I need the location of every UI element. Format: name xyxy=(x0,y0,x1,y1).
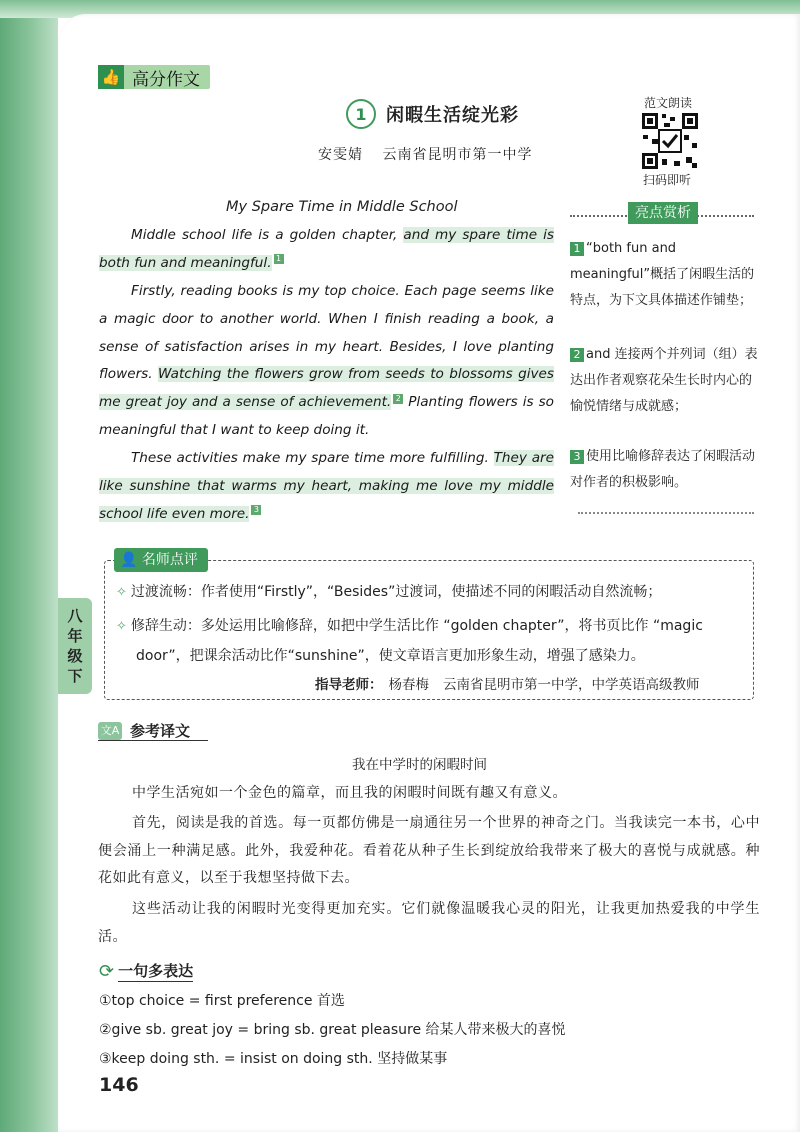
highlights-divider xyxy=(578,512,754,514)
marker-3: 3 xyxy=(251,505,261,515)
english-title: My Spare Time in Middle School xyxy=(226,199,458,215)
highlight-1: and my spare time is both fun and meaningful. xyxy=(99,227,554,271)
author-line xyxy=(318,144,546,164)
sparkle-icon: ✧ xyxy=(116,585,127,600)
teacher-credit: 指导老师： 杨春梅 云南省昆明市第一中学，中学英语高级教师 xyxy=(315,677,700,693)
qr-code-icon[interactable] xyxy=(640,111,700,171)
marker-2: 2 xyxy=(393,394,403,404)
translation-title: 我在中学时的闲暇时间 xyxy=(352,757,487,773)
marker-1: 1 xyxy=(274,254,284,264)
section-tag-label: 高分作文 xyxy=(132,69,200,90)
multi-item-3: ③keep doing sth. = insist on doing sth. 坚持做某事 xyxy=(99,1051,448,1067)
user-icon: 👤 xyxy=(120,552,138,568)
essay-paragraph-3: These activities make my spare time more fulfilling. They are like sunshine that warms my heart, making me love my middle school life even more. 3 xyxy=(99,450,555,522)
highlights-heading: 亮点赏析 xyxy=(570,202,754,226)
evaluation-item-2: ✧ 修辞生动：多处运用比喻修辞，如把中学生活比作 “golden chapter”，将书页比作 “magic xyxy=(116,618,703,634)
essay-paragraph-1: Middle school life is a golden chapter, and my spare time is both fun and meaningful. 1 xyxy=(99,227,554,271)
evaluation-heading: 👤 名师点评 xyxy=(114,548,208,572)
translation-paragraph-1: 中学生活宛如一个金色的篇章，而且我的闲暇时间既有趣又有意义。 xyxy=(132,785,567,801)
page-edge-green xyxy=(0,0,58,1132)
essay-paragraph-2: Firstly, reading books is my top choice. Each page seems like a magic door to another world. When I finish reading a book, a sense of satisfaction arises in my heart. Besides, I love planting flowers. Watching the flowers grow from seeds to blossoms gives me great joy and a sense of achievement. 2 Planting flowers is so meaningful that I want to keep doing it. xyxy=(99,283,554,438)
highlight-note-3: 3 使用比喻修辞表达了闲暇活动对作者的积极影响。 xyxy=(570,449,756,490)
essay-number: 1 xyxy=(346,99,376,129)
highlight-note-2: 2 and 连接两个并列词（组）表达出作者观察花朵生长时内心的愉悦情绪与成就感； xyxy=(570,347,758,414)
thumbs-up-icon: 👍 xyxy=(98,65,124,89)
multi-item-1: ①top choice = first preference 首选 xyxy=(99,993,345,1009)
multi-item-2: ②give sb. great joy = bring sb. great pleasure 给某人带来极大的喜悦 xyxy=(99,1022,566,1038)
sparkle-icon: ✧ xyxy=(116,619,127,634)
refresh-icon: ⟳ xyxy=(99,960,115,982)
multi-expression-heading: ⟳ 一句多表达 xyxy=(99,960,194,982)
evaluation-item-1: ✧ 过渡流畅：作者使用“Firstly”，“Besides”过渡词，使描述不同的闲暇活动自然流畅； xyxy=(116,584,662,600)
translation-underline xyxy=(98,740,208,741)
essay-title-text: 闲暇生活绽光彩 xyxy=(386,105,519,126)
qr-label-top: 范文朗读 xyxy=(644,96,693,110)
highlight-2: Watching the flowers grow from seeds to blossoms gives me great joy and a sense of achievement. xyxy=(99,366,554,411)
evaluation-item-2-cont: door”，把课余活动比作“sunshine”，使文章语言更加形象生动，增强了感染力。 xyxy=(136,648,645,664)
grade-side-tab: 八 年 级 下 xyxy=(58,598,92,694)
translate-icon: 文A xyxy=(98,722,122,740)
page-number: 146 xyxy=(99,1074,139,1096)
author-name: 安雯婧 xyxy=(318,147,363,163)
essay-title xyxy=(346,99,519,129)
author-school: 云南省昆明市第一中学 xyxy=(382,147,533,163)
translation-paragraph-3: 这些活动让我的闲暇时光变得更加充实。它们就像温暖我心灵的阳光，让我更加热爱我的中学生活。 xyxy=(98,901,760,945)
translation-heading: 文A 参考译文 xyxy=(98,720,190,741)
highlight-note-1: 1 “both fun and meaningful”概括了闲暇生活的特点，为下文具体描述作铺垫； xyxy=(570,241,755,308)
section-tag xyxy=(98,65,210,89)
translation-paragraph-2: 首先，阅读是我的首选。每一页都仿佛是一扇通往另一个世界的神奇之门。当我读完一本书，心中便会涌上一种满足感。此外，我爱种花。看着花从种子生长到绽放给我带来了极大的喜悦与成就感。种花如此有意义，以至于我想坚持做下去。 xyxy=(98,815,760,887)
highlight-3: They are like sunshine that warms my heart, making me love my middle school life even more. xyxy=(99,450,555,522)
qr-label-bottom: 扫码即听 xyxy=(643,173,692,187)
